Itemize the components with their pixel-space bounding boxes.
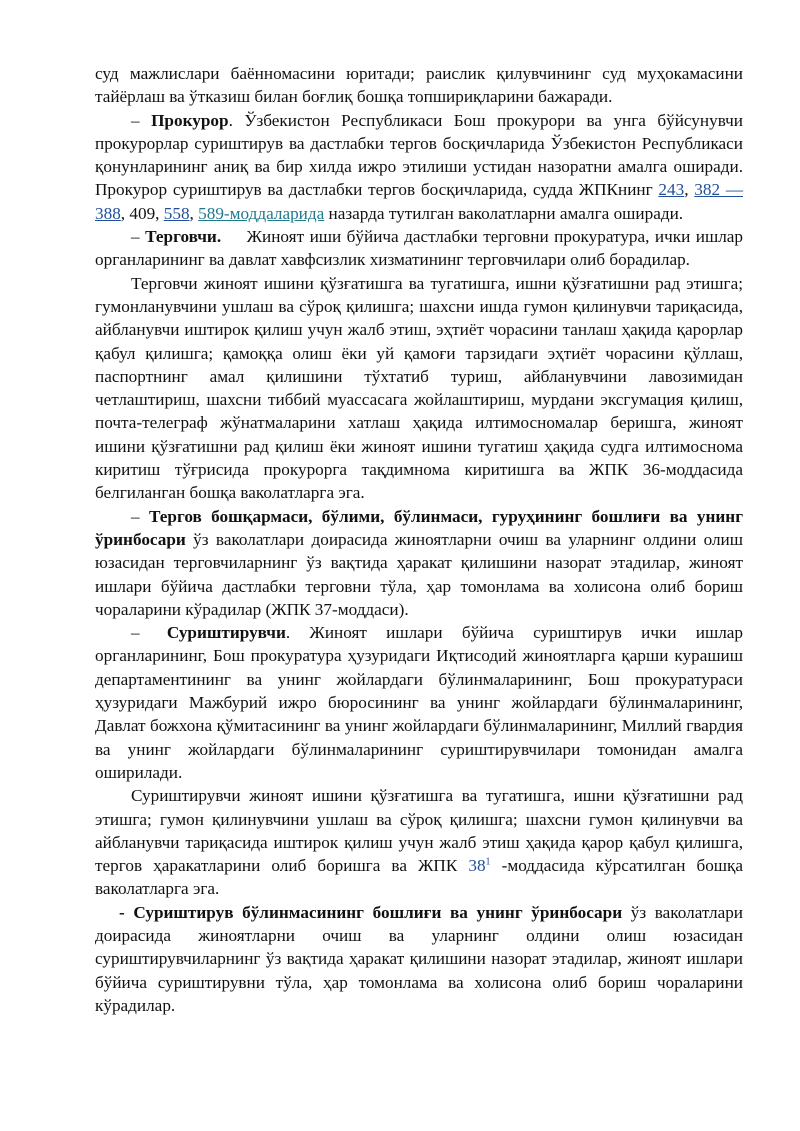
term-investigator: Терговчи.	[145, 227, 222, 247]
paragraph-text: . Ўзбекистон Республикаси Бош прокурори ва унга бўйсунувчи прокурорлар суриштирув ва дастлабки тергов босқичларида Ўзбекистон Республикаси қонунларининг аниқ ва бир хилда ижро этилиши устидан назоратни амалга оширади. Прокурор суриштирув ва дастлабки тергов босқичларида, судда ЖПКнинг	[95, 110, 743, 200]
paragraph-inquiry-head	[95, 901, 743, 1017]
paragraph-prosecutor: – Прокурор. Ўзбекистон Республикаси Бош прокурори ва унга бўйсунувчи прокурорлар суриштирув ва дастлабки тергов босқичларида Ўзбекистон Республикаси қонунларининг аниқ ва бир хилда ижро этилиши устидан назоратни амалга оширади. Прокурор суриштирув ва дастлабки тергов босқичларида, судда ЖПКнинг 243, 382 — 388, 409, 558, 589-моддаларида назарда тутилган ваколатларни амалга оширади.	[95, 110, 744, 223]
paragraph-investigation-head	[95, 505, 743, 621]
article-link-589[interactable]: 589-моддаларида	[198, 203, 325, 223]
paragraph-text: ўз ваколатлари доирасида жиноятларни очиш ва уларнинг олдини олиш юзасидан терговчиларнинг ўз вақтида ҳаракат қилишини назорат этадилар, жиноят ишлари бўйича дастлабки терговни тўла, ҳар томонлама ва холисона олиб бориш чораларини кўрадилар (ЖПК 37-моддаси).	[95, 529, 743, 619]
paragraph-text: Суриштирувчи жиноят ишини қўзғатишга ва тугатишга, ишни қўзғатишни рад этишга; гумон қилинувчини ушлаш ва сўроқ қилишга; шахсни гумон қилинувчи ва айбланувчи тариқасида иштирок қилиш учун жалб этиш ҳақида қарор қабул қилишга, тергов ҳаракатларини олиб боришга ва ЖПК	[95, 786, 743, 876]
paragraph-text: назарда тутилган ваколатларни амалга оширади.	[324, 203, 684, 223]
paragraph-text: ўз ваколатлари доирасида жиноятларни очиш ва уларнинг олдини олиш юзасидан суриштирувчиларнинг ўз вақтида ҳаракат қилишини назорат этадилар, жиноят ишлари бўйича суриштирувни тўла, ҳар томонлама ва холисона олиб бориш чораларини кўрадилар.	[95, 902, 743, 1015]
dash: -	[119, 902, 134, 922]
paragraph-text: суд мажлислари баённомасини юритади; раислик қилувчининг суд муҳокамасини тайёрлаш ва ўтказиш билан боғлиқ бошқа топшириқларини бажаради.	[95, 64, 743, 107]
dash: –	[131, 110, 152, 130]
dash: –	[131, 227, 146, 247]
dash: –	[131, 623, 159, 643]
term-prosecutor: Прокурор	[151, 110, 229, 130]
article-ref-38: 38	[468, 856, 486, 876]
term-inquiry-head: Суриштирув бўлинмасининг бошлиғи ва унинг ўринбосари	[133, 902, 623, 922]
article-link-243[interactable]: 243	[658, 180, 685, 200]
dash: –	[131, 506, 149, 526]
paragraph-inquirer	[95, 621, 743, 784]
term-inquirer: Суриштирувчи	[166, 623, 286, 643]
paragraph-text: . Жиноят ишлари бўйича суриштирув ички ишлар органларининг, Бош прокуратура ҳузуридаги Иқтисодий жиноятларга қарши курашиш департаментининг ва унинг жойлардаги бўлинмаларининг, Бош прокуратураси ҳузуридаги Мажбурий ижро бюросининг ва унинг жойлардаги бўлинмаларининг, Давлат божхона қўмитасининг ва унинг жойлардаги бўлинмаларининг, Миллий гвардия ва унинг жойлардаги бўлинмаларининг суриштирувчилари томонидан амалга оширилади.	[95, 623, 743, 782]
paragraph-inquirer-powers	[95, 784, 743, 900]
article-link-382-388[interactable]: 382 — 388	[95, 180, 744, 223]
term-investigation-head: Тергов бошқармаси, бўлими, бўлинмаси, гуруҳининг бошлиғи ва унинг ўринбосари	[95, 506, 743, 549]
article-link-558[interactable]: 558	[163, 203, 190, 223]
paragraph-text: Жиноят иши бўйича дастлабки терговни прокуратура, ички ишлар органларининг ва давлат хавфсизлик хизматининг терговчилари олиб борадилар.	[95, 227, 744, 270]
paragraph-text: -моддасида кўрсатилган бошқа ваколатларга эга.	[95, 856, 743, 899]
article-superscript: 1	[485, 856, 491, 868]
document-page	[95, 62, 743, 1017]
paragraph-investigator-powers	[95, 272, 743, 505]
paragraph-1	[95, 62, 743, 109]
paragraph-text: Терговчи жиноят ишини қўзғатишга ва тугатишга, ишни қўзғатишни рад этишга; гумонланувчини ушлаш ва сўроқ қилишга; шахсни ишда гумон қилинувчи тариқасида, айбланувчи иштирок қилиш учун жалб этиш, эҳтиёт чорасини танлаш ҳақида қарорлар қабул қилишга; қамоққа олиш ёки уй қамоғи тарзидаги эҳтиёт чорасини қўллаш, паспортнинг амал қилишини тўхтатиб туриш, айбланувчини лавозимидан четлаштириш, шахсни тиббий муассасага жойлаштириш, мурдани эксгумация қилиш, почта-телеграф жўнатмаларини хатлаш ҳақида илтимосномалар беришга, жиноят ишини қўзғатишни рад қилиш ёки жиноят ишини тугатиш ҳақида судга илтимоснома киритиш тўғрисида прокурорга тақдимнома киритишга ва ЖПК 36-моддасида белгиланган бошқа ваколатларга эга.	[95, 273, 743, 503]
paragraph-investigator	[95, 225, 743, 272]
